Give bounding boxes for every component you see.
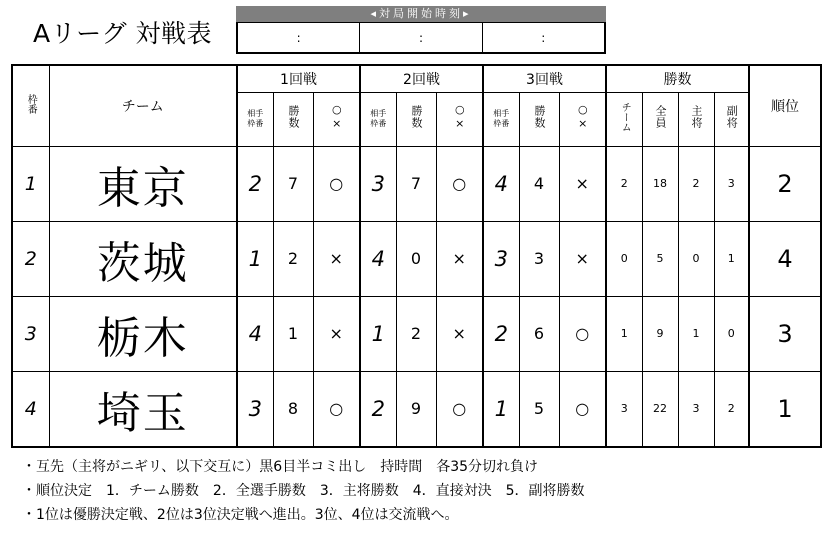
- row-r1-wins[interactable]: 2: [273, 221, 313, 296]
- row-team-name: 茨城: [49, 221, 237, 296]
- table-row: [12, 371, 821, 447]
- header-rank: 順位: [749, 65, 821, 146]
- row-r3-opponent[interactable]: 1: [483, 371, 519, 447]
- row-r1-wins[interactable]: 1: [273, 296, 313, 371]
- row-r3-wins[interactable]: 5: [519, 371, 559, 447]
- header-wins: 勝数: [519, 92, 559, 146]
- row-r2-wins[interactable]: 7: [396, 146, 436, 221]
- row-r1-result[interactable]: ○: [313, 146, 360, 221]
- row-team-wins[interactable]: 2: [606, 146, 642, 221]
- row-r1-opponent[interactable]: 2: [237, 146, 273, 221]
- row-captain-wins[interactable]: 3: [678, 371, 714, 447]
- header-wins-group: 勝数: [606, 65, 749, 92]
- row-r3-opponent[interactable]: 3: [483, 221, 519, 296]
- start-time-slots: [236, 22, 606, 54]
- note-line: ・互先（主将がニギリ、以下交互に）黒6目半コミ出し 持時間 各35分切れ負け: [22, 459, 539, 475]
- row-all-wins[interactable]: 18: [642, 146, 678, 221]
- row-team-name: 東京: [49, 146, 237, 221]
- row-r3-wins[interactable]: 4: [519, 146, 559, 221]
- row-r2-result[interactable]: ×: [436, 296, 483, 371]
- row-r3-result[interactable]: ×: [559, 146, 606, 221]
- row-r2-wins[interactable]: 0: [396, 221, 436, 296]
- row-captain-wins[interactable]: 1: [678, 296, 714, 371]
- row-vice-wins[interactable]: 2: [714, 371, 749, 447]
- row-r1-opponent[interactable]: 3: [237, 371, 273, 447]
- row-rank[interactable]: 1: [749, 371, 821, 447]
- row-all-wins[interactable]: 22: [642, 371, 678, 447]
- row-all-wins[interactable]: 5: [642, 221, 678, 296]
- row-all-wins[interactable]: 9: [642, 296, 678, 371]
- start-time-slot-2[interactable]: :: [360, 23, 482, 52]
- row-r2-opponent[interactable]: 1: [360, 296, 396, 371]
- row-r2-opponent[interactable]: 3: [360, 146, 396, 221]
- table-row: [12, 296, 821, 371]
- row-team-name: 埼玉: [49, 371, 237, 447]
- rules-notes: [22, 455, 585, 527]
- match-table: [11, 64, 822, 448]
- row-r2-wins[interactable]: 2: [396, 296, 436, 371]
- start-time-header: ◂対局開始時刻▸: [236, 6, 606, 22]
- start-time-box: [236, 6, 606, 56]
- row-r2-result[interactable]: ○: [436, 371, 483, 447]
- row-captain-wins[interactable]: 0: [678, 221, 714, 296]
- row-rank[interactable]: 3: [749, 296, 821, 371]
- header-result: ○×: [313, 92, 360, 146]
- row-r3-wins[interactable]: 3: [519, 221, 559, 296]
- row-waku: 2: [12, 221, 49, 296]
- row-captain-wins[interactable]: 2: [678, 146, 714, 221]
- table-row: [12, 221, 821, 296]
- header-result: ○×: [559, 92, 606, 146]
- row-r2-wins[interactable]: 9: [396, 371, 436, 447]
- header-round-3: 3回戦: [483, 65, 606, 92]
- header-result: ○×: [436, 92, 483, 146]
- header-team: チーム: [49, 65, 237, 146]
- row-rank[interactable]: 2: [749, 146, 821, 221]
- row-r1-result[interactable]: ×: [313, 221, 360, 296]
- row-r2-result[interactable]: ○: [436, 146, 483, 221]
- row-vice-wins[interactable]: 3: [714, 146, 749, 221]
- row-waku: 4: [12, 371, 49, 447]
- row-r2-opponent[interactable]: 2: [360, 371, 396, 447]
- row-waku: 1: [12, 146, 49, 221]
- table-row: [12, 146, 821, 221]
- note-line: ・1位は優勝決定戦、2位は3位決定戦へ進出。3位、4位は交流戦へ。: [22, 507, 459, 523]
- row-r1-opponent[interactable]: 1: [237, 221, 273, 296]
- header-round-2: 2回戦: [360, 65, 483, 92]
- row-r1-wins[interactable]: 8: [273, 371, 313, 447]
- row-r1-wins[interactable]: 7: [273, 146, 313, 221]
- row-r3-opponent[interactable]: 4: [483, 146, 519, 221]
- row-team-wins[interactable]: 1: [606, 296, 642, 371]
- row-r3-result[interactable]: ×: [559, 221, 606, 296]
- row-r1-result[interactable]: ×: [313, 296, 360, 371]
- page-title: Aリーグ 対戦表: [33, 19, 213, 48]
- header-waku: 枠番: [12, 65, 49, 146]
- row-r2-result[interactable]: ×: [436, 221, 483, 296]
- row-vice-wins[interactable]: 0: [714, 296, 749, 371]
- row-team-wins[interactable]: 3: [606, 371, 642, 447]
- row-r3-result[interactable]: ○: [559, 296, 606, 371]
- header-captain-wins: 主将: [678, 92, 714, 146]
- row-vice-wins[interactable]: 1: [714, 221, 749, 296]
- header-vice-wins: 副将: [714, 92, 749, 146]
- start-time-slot-1[interactable]: :: [238, 23, 360, 52]
- header-opponent: 相手 枠番: [483, 92, 519, 146]
- header-wins: 勝数: [396, 92, 436, 146]
- header-opponent: 相手 枠番: [360, 92, 396, 146]
- row-waku: 3: [12, 296, 49, 371]
- header-all-wins: 全員: [642, 92, 678, 146]
- header-round-1: 1回戦: [237, 65, 360, 92]
- header-wins: 勝数: [273, 92, 313, 146]
- row-rank[interactable]: 4: [749, 221, 821, 296]
- row-r1-result[interactable]: ○: [313, 371, 360, 447]
- start-time-slot-3[interactable]: :: [541, 31, 546, 45]
- row-r3-opponent[interactable]: 2: [483, 296, 519, 371]
- row-r3-wins[interactable]: 6: [519, 296, 559, 371]
- row-r2-opponent[interactable]: 4: [360, 221, 396, 296]
- row-team-name: 栃木: [49, 296, 237, 371]
- header-team-wins: チーム: [606, 92, 642, 146]
- row-r1-opponent[interactable]: 4: [237, 296, 273, 371]
- header-opponent: 相手 枠番: [237, 92, 273, 146]
- note-line: ・順位決定 1．チーム勝数 2．全選手勝数 3．主将勝数 4．直接対決 5．副将勝数: [22, 483, 585, 499]
- row-r3-result[interactable]: ○: [559, 371, 606, 447]
- row-team-wins[interactable]: 0: [606, 221, 642, 296]
